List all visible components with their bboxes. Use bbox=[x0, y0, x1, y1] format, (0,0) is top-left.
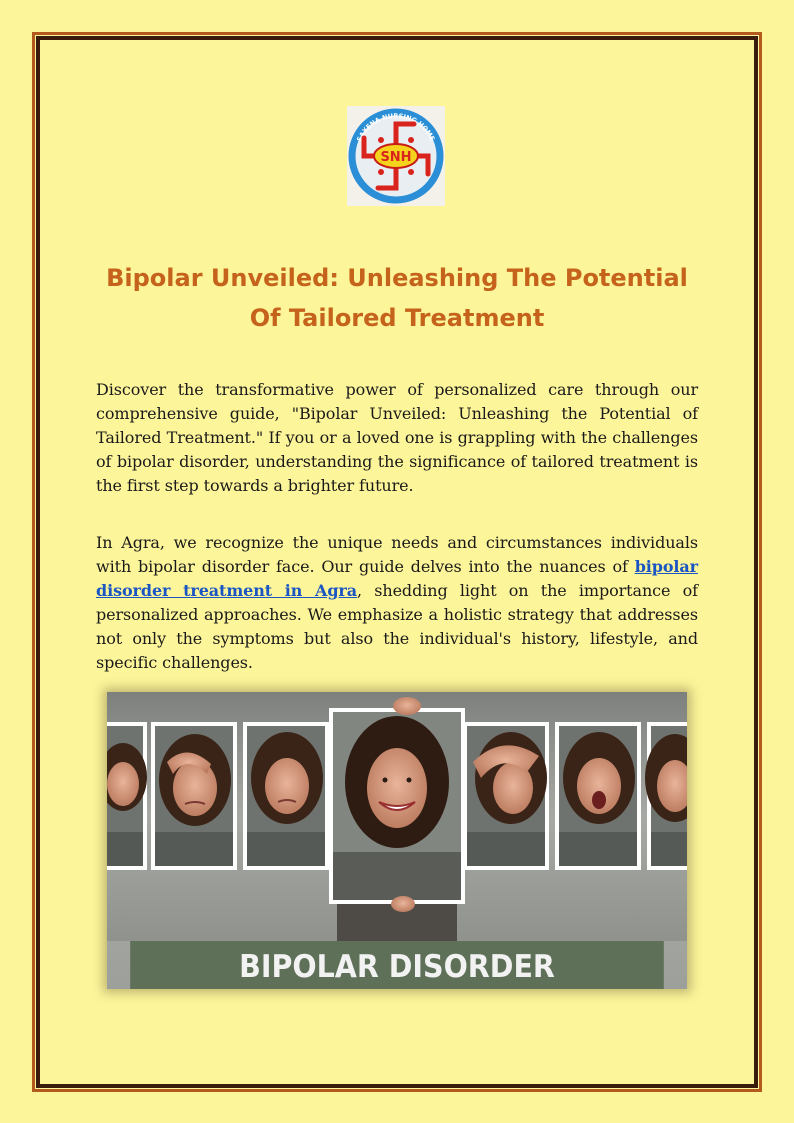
logo-text: SNH bbox=[380, 150, 412, 165]
photo-frame-5 bbox=[555, 722, 641, 870]
photo-frame-3 bbox=[243, 722, 329, 870]
photo-frame-1 bbox=[107, 722, 147, 870]
photo-frame-2 bbox=[151, 722, 237, 870]
mood-faces-illustration bbox=[107, 692, 687, 941]
body-paragraph-text-after: , shedding light on the importance of personalized approaches. We emphasize a holistic strategy that addresses not only the symptoms but also the individual's history, lifestyle, and specific challenges. bbox=[96, 581, 698, 672]
photo-frame-4 bbox=[463, 722, 549, 870]
logo-emblem-icon bbox=[347, 106, 445, 206]
logo bbox=[347, 106, 445, 206]
photo-frame-center bbox=[329, 697, 465, 941]
logo-ring-text: SAXENA NURSING HOME bbox=[355, 111, 437, 143]
intro-paragraph: Discover the transformative power of personalized care through our comprehensive guide, "Bipolar Unveiled: Unleashing the Potential of Tailored Treatment." If you or a loved one is grappling with the challenges of bipolar disorder, understanding the significance of tailored treatment is the first step towards a brighter future. bbox=[96, 380, 698, 495]
body-paragraph bbox=[96, 531, 698, 675]
page-title: Bipolar Unveiled: Unleashing The Potential Of Tailored Treatment bbox=[106, 264, 688, 332]
hero-image bbox=[107, 692, 687, 989]
body-paragraph-text-before: In Agra, we recognize the unique needs and circumstances individuals with bipolar disorder face. Our guide delves into the nuances of bbox=[96, 533, 698, 576]
bipolar-treatment-link[interactable]: bipolar disorder treatment in Agra bbox=[96, 557, 698, 600]
hero-caption: BIPOLAR DISORDER bbox=[130, 941, 664, 989]
photo-frame-6 bbox=[645, 722, 687, 870]
